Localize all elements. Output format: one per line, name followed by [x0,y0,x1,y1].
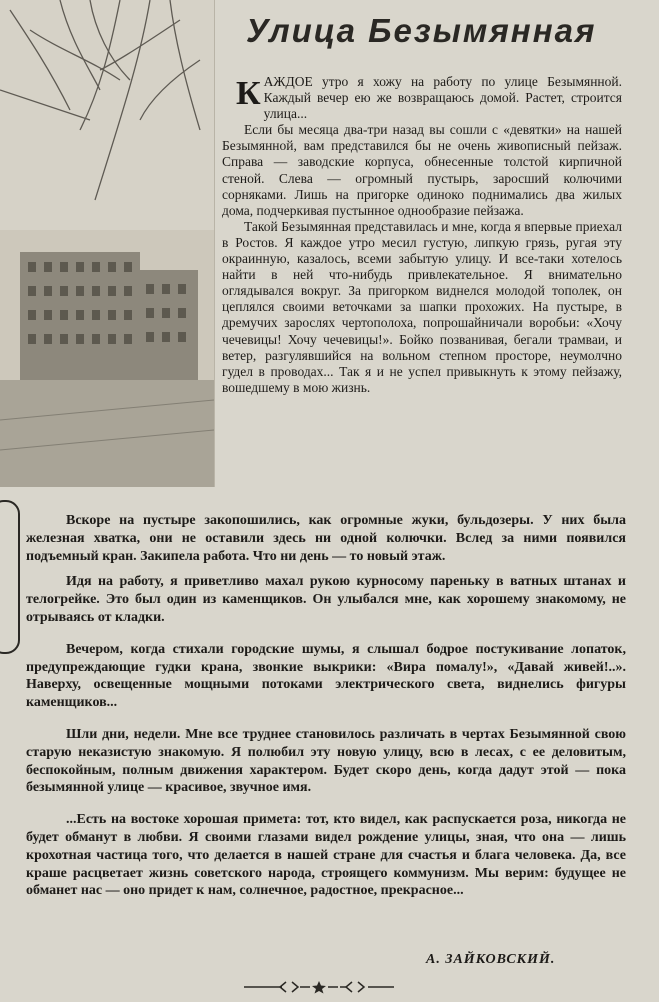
paragraph: ...Есть на востоке хорошая примета: тот, кто видел, как распускается роза, никогда не будет обманут в любви. Я своими глазами видел рождение улицы, зная, что она — лишь крохотная частица того, что делается в нашей стране для счастья и блага человека. Да, все краше расцветает жизнь советского народа, строящего коммунизм. Мы верим: будущее не обманет нас — оно придет к нам, солнечное, радостное, прекрасное... [26,812,626,899]
author-signature: А. ЗАЙКОВСКИЙ. [426,952,556,967]
paragraph: Вскоре на пустыре закопошились, как огромные жуки, бульдозеры. У них была железная хватка, они не оставили здесь ни одной колючки. Вслед за ними появился подъемный кран. Закипела работа. Что ни день — то новый этаж. [26,513,626,564]
decorative-bracket [0,500,20,654]
street-photo [0,0,215,487]
paragraph: Такой Безымянная представилась и мне, когда я впервые приехал в Ростов. Я каждое утро месил густую, липкую грязь, ругая эту окраинную, казалось, всеми забытую улицу. И все-таки хотелось найти в ней что-нибудь привлекательное. Я внимательно оглядывался вокруг. За пригорком виднелся молодой тополек, он цеплялся своими веточками за шапки прохожих. На пустыре, в дремучих зарослях чертополоха, попрошайничали воробьи: «Хочу чечевицы! Хочу чечевицы!». Бойко позванивая, бегали трамваи, и ветер, разгулявшийся на вольном степном просторе, неумолчно гудел в проводах... Так я и не успел привыкнуть к этому пейзажу, вошедшему в мою жизнь. [222,218,622,395]
paragraph: Шли дни, недели. Мне все труднее становилось различать в чертах Безымянной свою старую неказистую знакомую. Я полюбил эту новую улицу, всю в лесах, с ее деловитым, беспокойным, полным движения характером. Будет скоро день, когда дадут этой — пока безымянной улице — красивое, звучное имя. [26,726,626,796]
paragraph: Идя на работу, я приветливо махал рукою курносому пареньку в ватных штанах и телогрейке. Это был один из каменщиков. Он улыбался мне, как хорошему знакомому, не отрываясь от кладки. [26,574,626,625]
paragraph: Вечером, когда стихали городские шумы, я слышал бодрое постукивание лопаток, предупреждающие гудки крана, звонкие выкрики: «Вира помалу!», «Давай живей!..». Наверху, освещенные мощными потоками электрического света, виднелись фигуры каменщиков... [26,641,626,711]
ornament-divider [244,980,394,994]
right-column-text [222,74,622,396]
drop-cap: К [236,75,261,112]
paragraph-text: АЖДОЕ утро я хожу на работу по улице Безымянной. Каждый вечер ею же возвращаюсь домой. Растет, строится улица... [263,74,622,122]
street-photo-drawing [0,0,214,487]
full-width-text [26,512,626,914]
article-title: Улица Безымянная [246,12,597,49]
paragraph: Если бы месяца два-три назад вы сошли с «девятки» на нашей Безымянной, вам представился бы не очень живописный пейзаж. Справа — заводские корпуса, обнесенные толстой кирпичной стеной. Слева — огромный пустырь, заросший колючими сорняками. Лишь на пригорке одиноко поднимались два жилых дома, подчеркивая пустынное однообразие пейзажа. [222,122,622,218]
paragraph [222,74,622,122]
